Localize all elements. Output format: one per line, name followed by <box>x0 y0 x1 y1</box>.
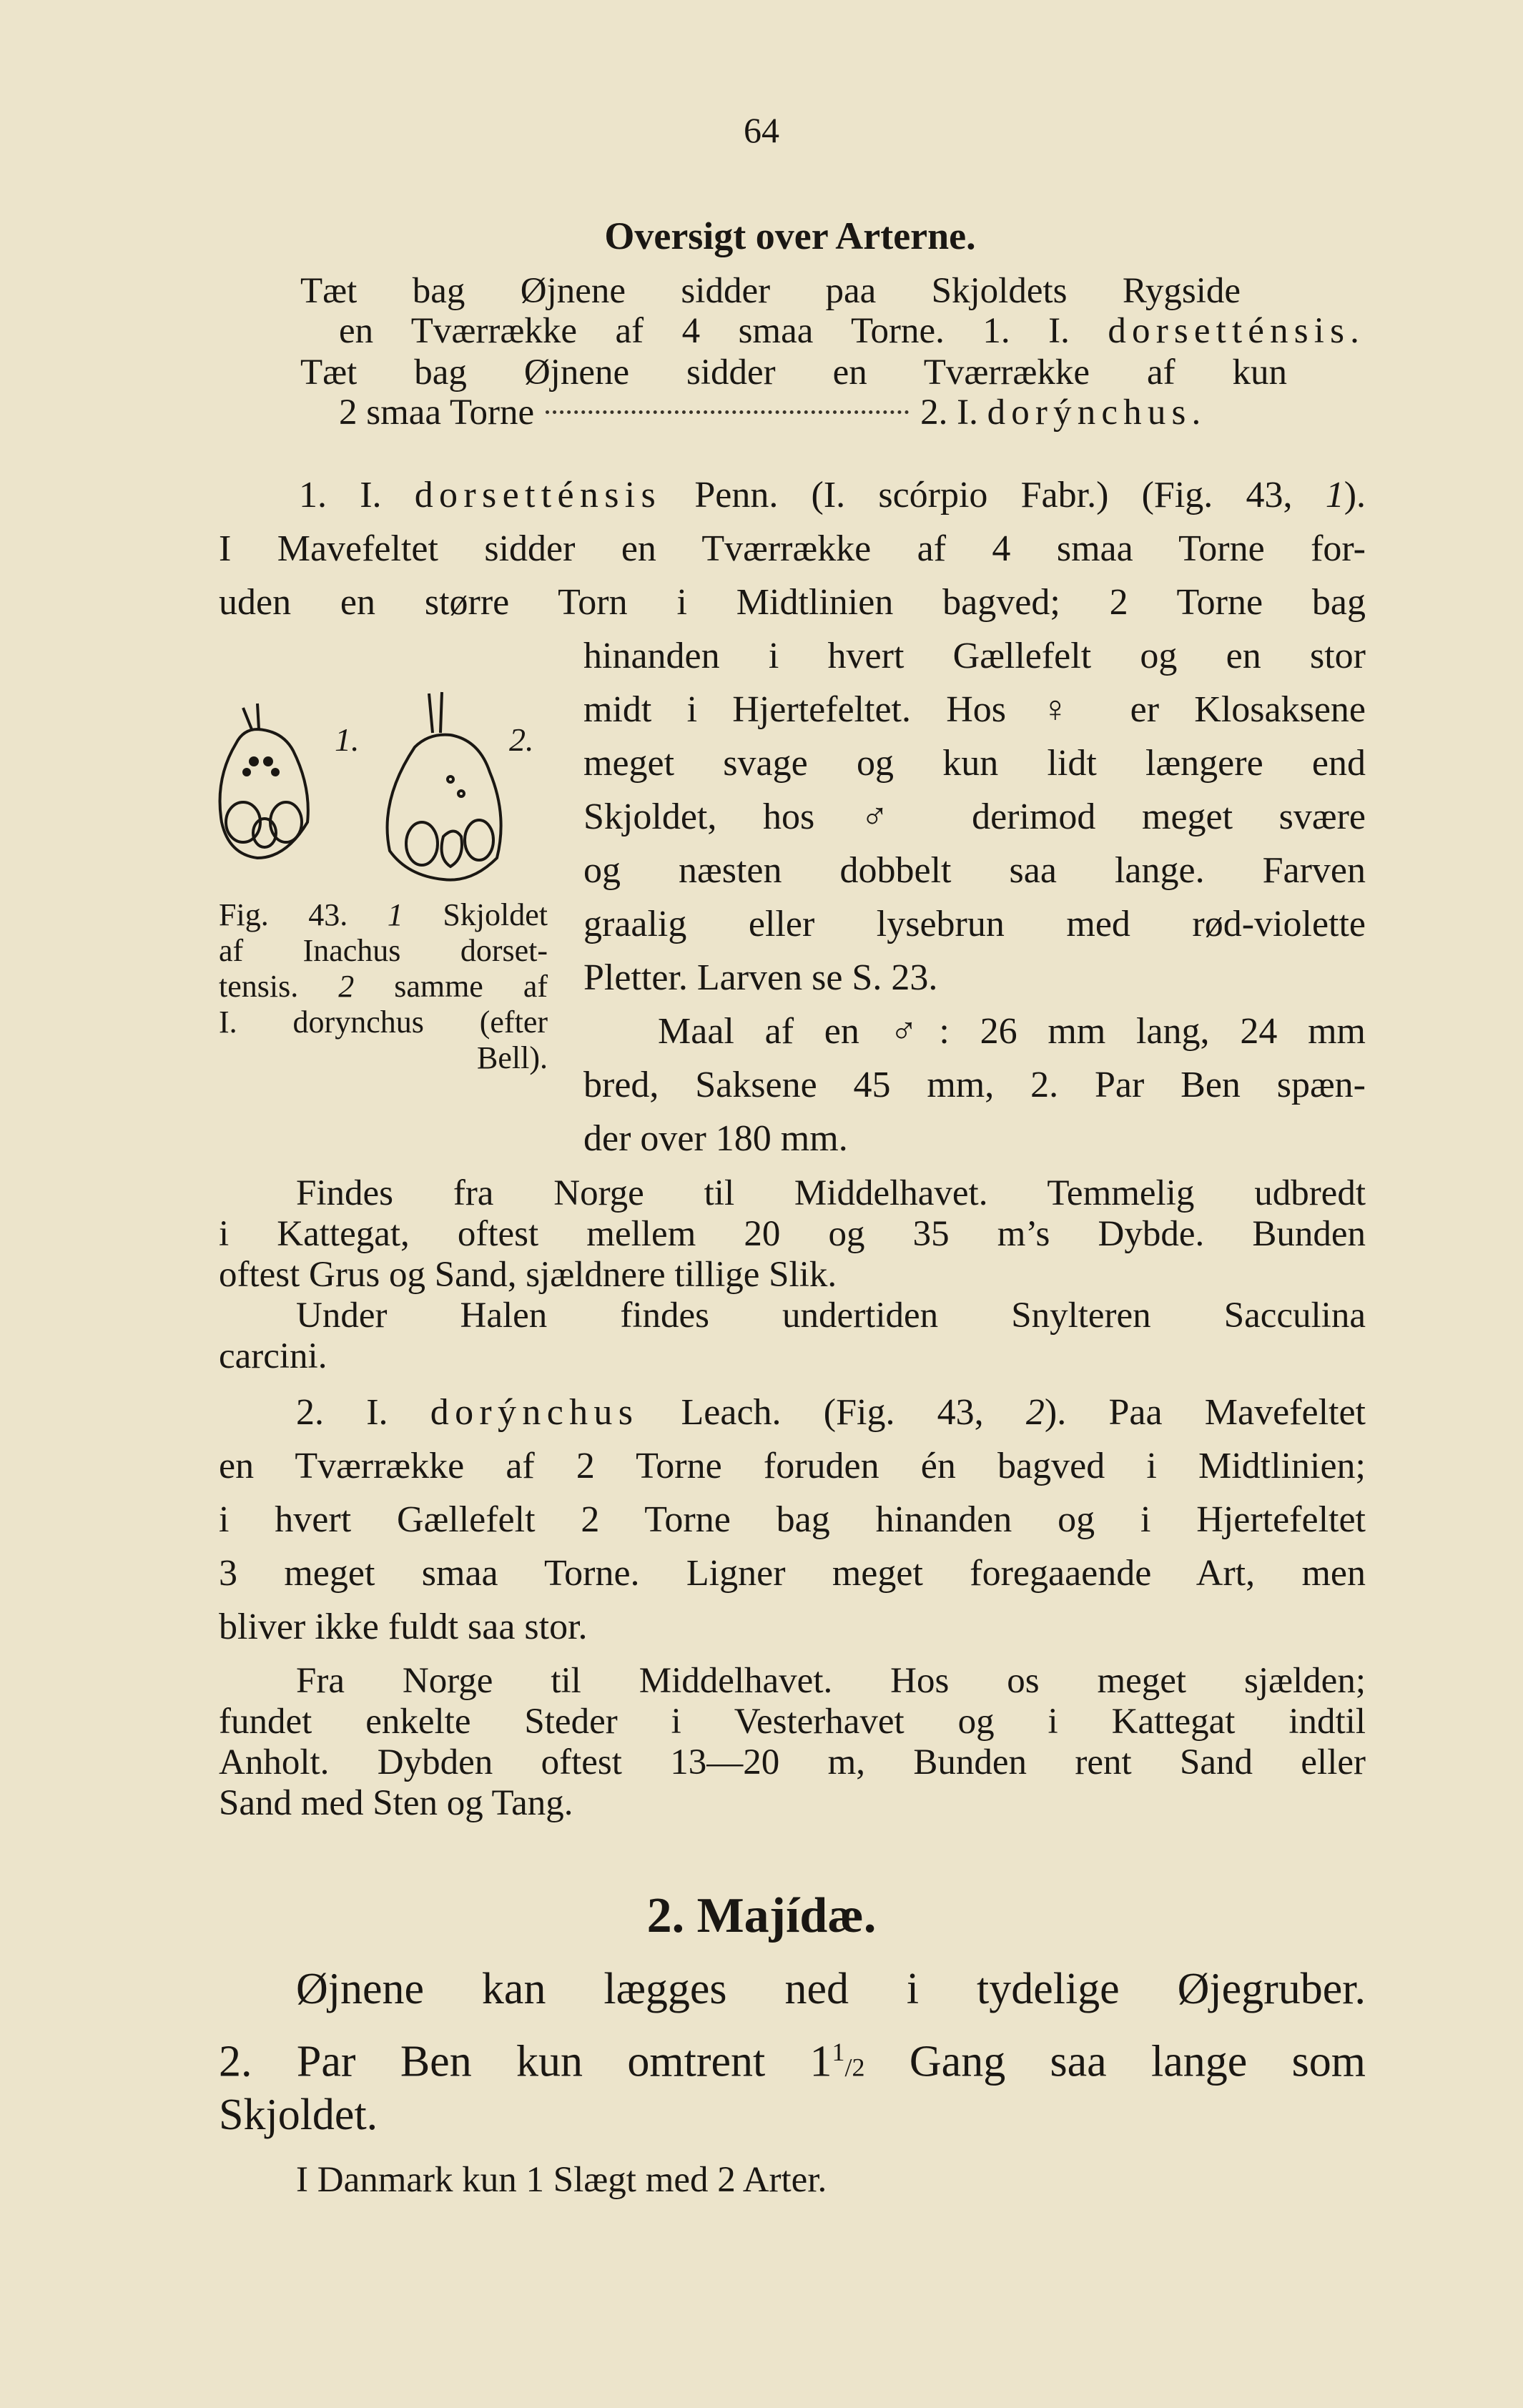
species-1-note: i Kattegat, oftest mellem 20 og 35 m’s Dybde. Bunden <box>219 1214 1366 1254</box>
shell-2-gill-region <box>465 820 493 860</box>
key-line-1: Tæt bag Øjnene sidder paa Skjoldets Rygside <box>300 271 1241 311</box>
species-1-line: uden en større Torn i Midtlinien bagved; 2 Torne bag <box>219 582 1366 623</box>
species-2-line: bliver ikke fuldt saa stor. <box>219 1607 588 1647</box>
species-1-line: Skjoldet, hos ♂ derimod meget svære <box>583 796 1366 837</box>
species-1-line: hinanden i hvert Gællefelt og en stor <box>583 636 1366 676</box>
species-1-note: Under Halen findes undertiden Snylteren Sacculina <box>296 1296 1366 1336</box>
shell-1-spine <box>250 758 257 765</box>
shell-1-spine <box>244 769 250 775</box>
shell-1-spine <box>272 769 278 775</box>
family-line-2: 2. Par Ben kun omtrent $1^1/2$ Gang saa lange som <box>219 2037 1366 2086</box>
species-1-note: Findes fra Norge til Middelhavet. Temmelig udbredt <box>296 1173 1366 1213</box>
species-1-line: midt i Hjertefeltet. Hos ♀ er Klosaksene <box>583 689 1366 730</box>
species-2-line: 3 meget smaa Torne. Ligner meget foregaaende Art, men <box>219 1553 1366 1594</box>
species-1-line: Maal af en ♂: 26 mm lang, 24 mm <box>658 1011 1366 1052</box>
species-1-line: der over 180 mm. <box>583 1118 848 1159</box>
species-2-heading: 2. I. dorýnchus Leach. (Fig. 43, 2). Paa Mavefeltet <box>296 1392 1366 1433</box>
species-2-note: fundet enkelte Steder i Vesterhavet og i Kattegat indtil <box>219 1702 1366 1742</box>
species-1-line: I Mavefeltet sidder en Tværrække af 4 smaa Torne for- <box>219 528 1366 569</box>
species-2-line: en Tværrække af 2 Torne foruden én bagved i Midtlinien; <box>219 1446 1366 1486</box>
shell-1-spine <box>265 758 272 765</box>
key-line-4: 2 smaa Torne 2. I. dorýnchus. <box>339 393 1207 433</box>
shell-2-heart-region <box>442 832 462 867</box>
figure-caption: Fig. 43. 1 Skjoldet af Inachus dorset- tensis. 2 samme af I. dorynchus (efter Bell). <box>219 897 548 1075</box>
species-2-note: Anholt. Dybden oftest 13—20 m, Bunden rent Sand eller <box>219 1742 1366 1782</box>
species-2-note: Fra Norge til Middelhavet. Hos os meget sjælden; <box>296 1661 1366 1701</box>
species-1-line: Pletter. Larven se S. 23. <box>583 957 938 998</box>
key-line-3: Tæt bag Øjnene sidder en Tværrække af kun <box>300 352 1287 393</box>
shell-1-rostrum <box>243 704 259 729</box>
shell-2-gill-region <box>406 822 438 865</box>
shell-2-spine <box>458 791 464 796</box>
key-line-2: en Tværrække af 4 smaa Torne. 1. I. dorsetténsis. <box>339 311 1366 351</box>
shell-2-spine <box>448 776 453 782</box>
figure-label-2: 2. <box>509 721 534 758</box>
family-heading: 2. Majídæ. <box>646 1888 877 1943</box>
species-2-note: Sand med Sten og Tang. <box>219 1783 573 1823</box>
species-2-line: i hvert Gællefelt 2 Torne bag hinanden og i Hjertefeltet <box>219 1499 1366 1540</box>
species-1-note: oftest Grus og Sand, sjældnere tillige Slik. <box>219 1255 837 1295</box>
figure-label-1: 1. <box>335 721 360 758</box>
species-1-heading: 1. I. dorsetténsis Penn. (I. scórpio Fabr.) (Fig. 43, 1). <box>299 475 1366 515</box>
shell-1-gill-region <box>226 802 260 842</box>
species-1-line: graalig eller lysebrun med rød-violette <box>583 904 1366 944</box>
dotted-leader <box>546 410 909 414</box>
figure-43-drawing <box>215 679 572 894</box>
species-1-line: og næsten dobbelt saa lange. Farven <box>583 850 1366 891</box>
species-1-note: carcini. <box>219 1336 327 1376</box>
shell-2-rostrum <box>429 692 442 733</box>
family-line-3: Skjoldet. <box>219 2091 378 2139</box>
family-line-1: Øjnene kan lægges ned i tydelige Øjegruber. <box>296 1965 1366 2013</box>
family-line-4: I Danmark kun 1 Slægt med 2 Arter. <box>296 2160 827 2200</box>
key-title: Oversigt over Arterne. <box>604 214 976 257</box>
species-1-line: meget svage og kun lidt længere end <box>583 743 1366 784</box>
species-1-line: bred, Saksene 45 mm, 2. Par Ben spæn- <box>583 1065 1366 1105</box>
page-number: 64 <box>744 110 779 150</box>
